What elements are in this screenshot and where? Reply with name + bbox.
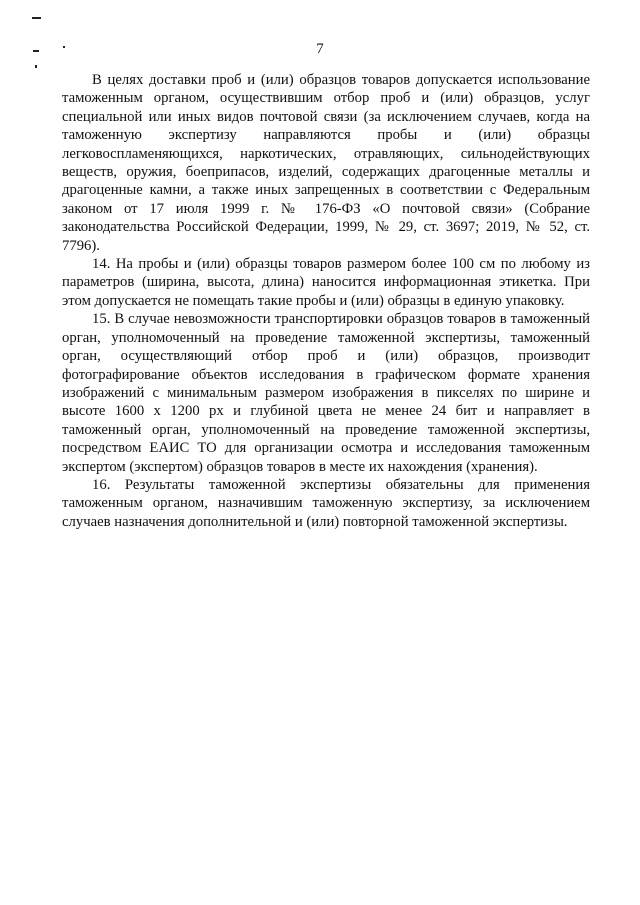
page-number: 7	[316, 41, 324, 57]
paragraph-16: 16. Результаты таможенной экспертизы обязательны для применения таможенным органом, назначившим таможенную экспертизу, за исключением случаев назначения дополнительной и (или) повторной таможенной экспертизы.	[62, 476, 590, 530]
paragraph-15: 15. В случае невозможности транспортировки образцов товаров в таможенный орган, уполномоченный на проведение таможенной экспертизы, таможенный орган, осуществляющий отбор проб и (или) образцов, производит фотографирование объектов исследования в графическом формате хранения изображений с минимальным размером изображения в пикселях по ширине и высоте 1600 x 1200 px и глубиной цвета не менее 24 бит и направляет в таможенный орган, уполномоченный на проведение таможенной экспертизы, посредством ЕАИС ТО для организации осмотра и исследования таможенным экспертом (экспертом) образцов товаров в месте их нахождения (хранения).	[62, 311, 590, 475]
scan-mark	[32, 17, 41, 19]
paragraph-postal-delivery: В целях доставки проб и (или) образцов товаров допускается использование таможенным органом, осуществившим отбор проб и (или) образцов, услуг специальной или иных видов почтовой связи (за исключением случаев, когда на таможенную экспертизу направляются пробы и (или) образцы легковоспламеняющихся, наркотических, отравляющих, сильнодействующих веществ, оружия, боеприпасов, изделий, содержащих драгоценные металлы и драгоценные камни, а также иных запрещенных в соответствии с Федеральным законом от 17 июля 1999 г. № 176-ФЗ «О почтовой связи» (Собрание законодательства Российской Федерации, 1999, № 29, ст. 3697; 2019, № 52, ст. 7796).	[62, 72, 590, 254]
document-body	[62, 71, 590, 531]
paragraph-14: 14. На пробы и (или) образцы товаров размером более 100 см по любому из параметров (ширина, высота, длина) наносится информационная этикетка. При этом допускается не помещать такие пробы и (или) образцы в единую упаковку.	[62, 256, 590, 309]
scan-mark	[35, 65, 37, 68]
